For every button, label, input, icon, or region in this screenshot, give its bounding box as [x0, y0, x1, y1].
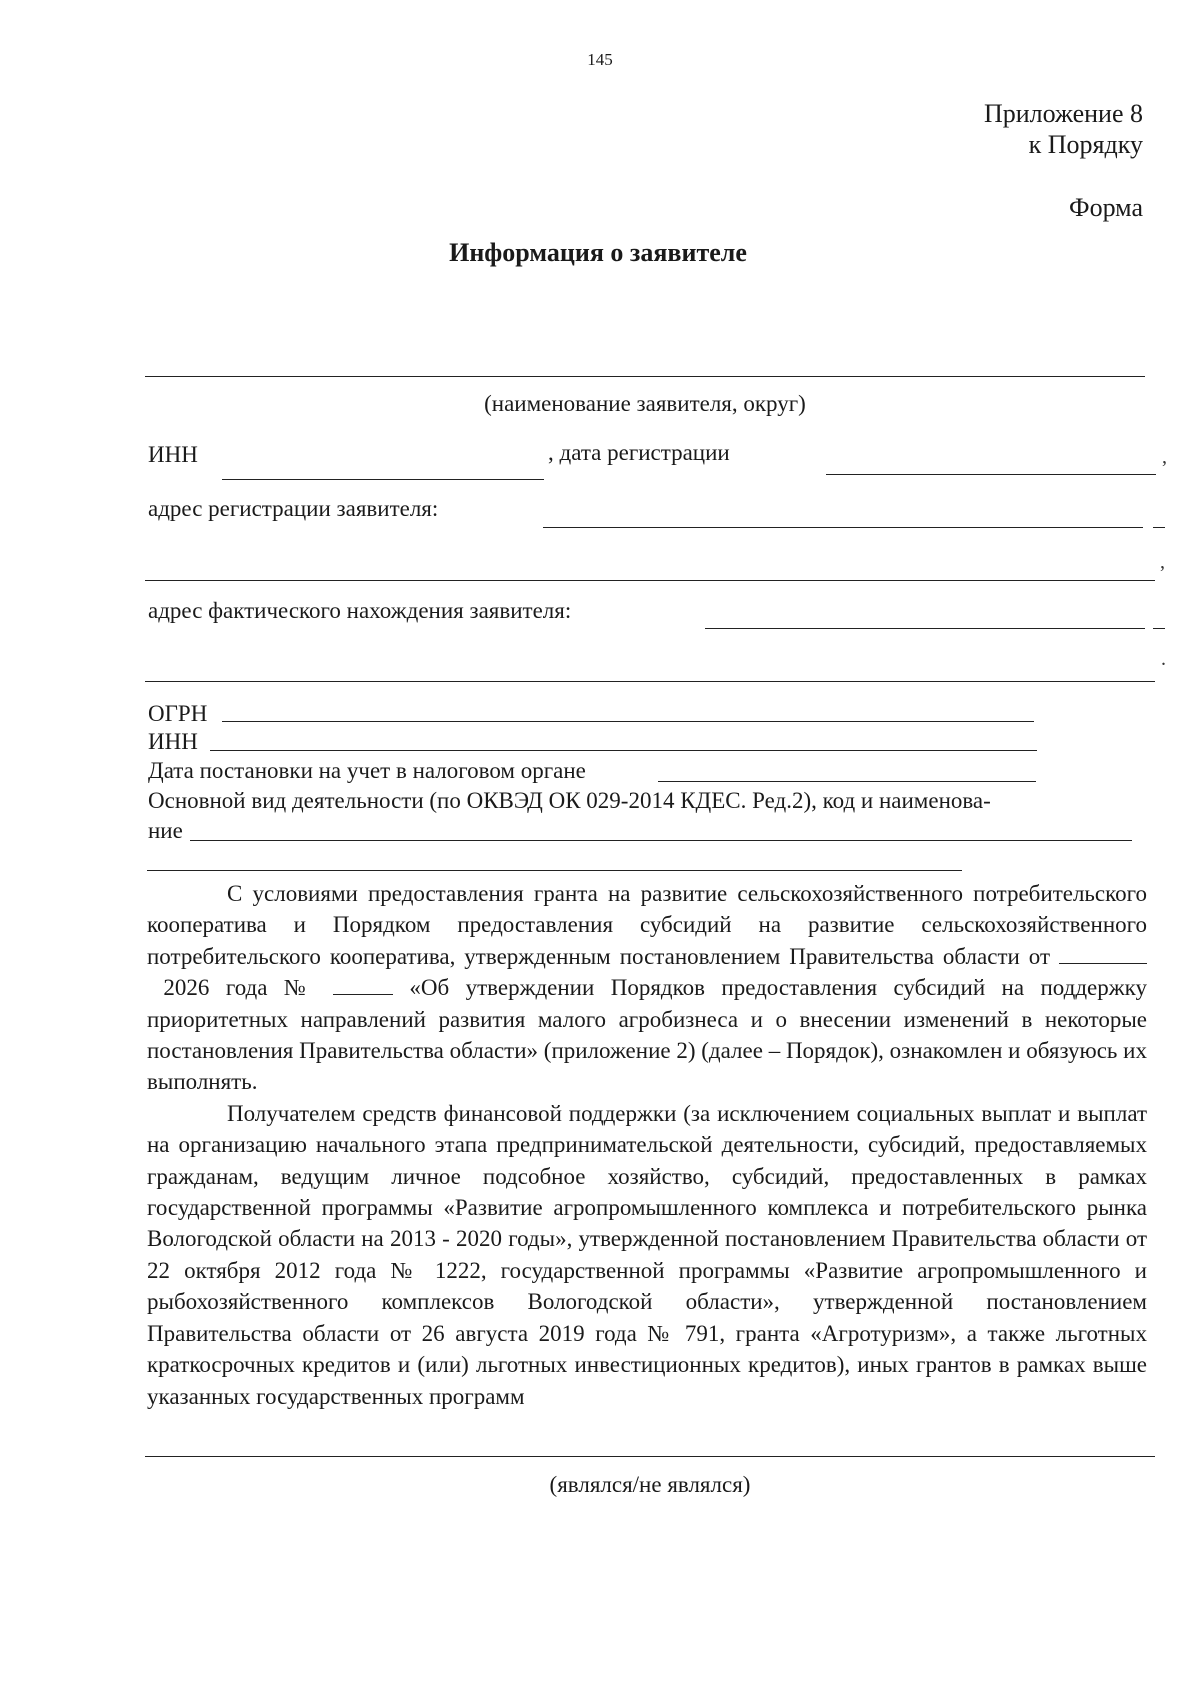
okved-label-line-2: ние [148, 818, 183, 843]
tax-registration-label: Дата постановки на учет в налоговом органе [148, 758, 586, 783]
appendix-line-1: Приложение 8 [983, 99, 1143, 128]
actual-address-label: адрес фактического нахождения заявителя: [148, 598, 572, 623]
okved-field-2[interactable] [147, 870, 962, 871]
okved-label-line-1: Основной вид деятельности (по ОКВЭД ОК 029-2014 КДЕС. Ред.2), код и наименова- [148, 788, 991, 813]
paragraph-terms-part-1: С условиями предоставления гранта на развитие сельскохозяйственного потребительского кооператива и Порядком предоставления субсидий на развитие сельскохозяйственного потребительского кооператива, утвержденным постановлением Правительства области от [147, 881, 1147, 969]
actual-address-field-2[interactable] [145, 681, 1155, 682]
inn-label: ИНН [148, 442, 198, 467]
margin-dash [1153, 628, 1165, 629]
applicant-name-field[interactable] [145, 376, 1145, 377]
form-label: Форма [1069, 193, 1143, 222]
resolution-date-blank[interactable] [1059, 947, 1147, 964]
okved-field-1[interactable] [190, 840, 1132, 841]
resolution-number-blank[interactable] [333, 978, 393, 995]
paragraph-recipient: Получателем средств финансовой поддержки (за исключением социальных выплат и выплат на организацию начального этапа предпринимательской деятельности, субсидий, предоставляемых гражданам, ведущим личное подсобное хозяйство, субсидий, предоставленных в рамках государственной программы «Развитие агропромышленного комплекса и потребительского рынка Вологодской области на 2013 - 2020 годы», утвержденной постановлением Правительства области от 22 октября 2012 года № 1222, государственной программы «Развитие агропромышленного и рыбохозяйственного комплексов Вологодской области», утвержденной постановлением Правительства области от 26 августа 2019 года № 791, гранта «Агротуризм», а также льготных краткосрочных кредитов и (или) льготных инвестиционных кредитов), иных грантов в рамках выше указанных государственных программ [147, 1100, 1147, 1409]
inn2-label: ИНН [148, 729, 198, 754]
paragraph-terms-part-3: «Об утверждении Порядков предоставления субсидий на поддержку приоритетных направлений развития малого агробизнеса и о внесении изменений в некоторые постановления Правительства области» (приложение 2) (далее – Порядок), ознакомлен и обязуюсь их выполнять. [147, 975, 1147, 1095]
recipient-status-caption: (являлся/не являлся) [549, 1472, 751, 1497]
body-text [147, 878, 1147, 1412]
ogrn-label: ОГРН [148, 701, 208, 726]
registration-address-field-2[interactable] [145, 580, 1155, 581]
applicant-name-caption: (наименование заявителя, округ) [484, 391, 806, 416]
paragraph-terms [147, 878, 1147, 1098]
actual-address-field-1[interactable] [705, 628, 1145, 629]
margin-dash [1153, 527, 1165, 528]
document-title: Информация о заявителе [449, 238, 747, 267]
page-number: 145 [587, 50, 613, 69]
ogrn-field[interactable] [222, 721, 1034, 722]
registration-date-label: , дата регистрации [548, 440, 730, 465]
margin-mark: , [1160, 551, 1165, 573]
appendix-reference [984, 98, 1143, 160]
registration-date-field[interactable] [826, 474, 1156, 475]
tax-registration-field[interactable] [658, 781, 1036, 782]
inn2-field[interactable] [210, 750, 1037, 751]
recipient-status-field[interactable] [145, 1456, 1155, 1457]
paragraph-terms-part-2: 2026 года № [163, 975, 317, 1001]
registration-address-field-1[interactable] [543, 527, 1143, 528]
inn-field[interactable] [222, 479, 544, 480]
appendix-line-2: к Порядку [1028, 130, 1143, 159]
margin-mark: . [1161, 648, 1166, 670]
registration-address-label: адрес регистрации заявителя: [148, 496, 439, 521]
margin-mark: , [1162, 446, 1167, 468]
